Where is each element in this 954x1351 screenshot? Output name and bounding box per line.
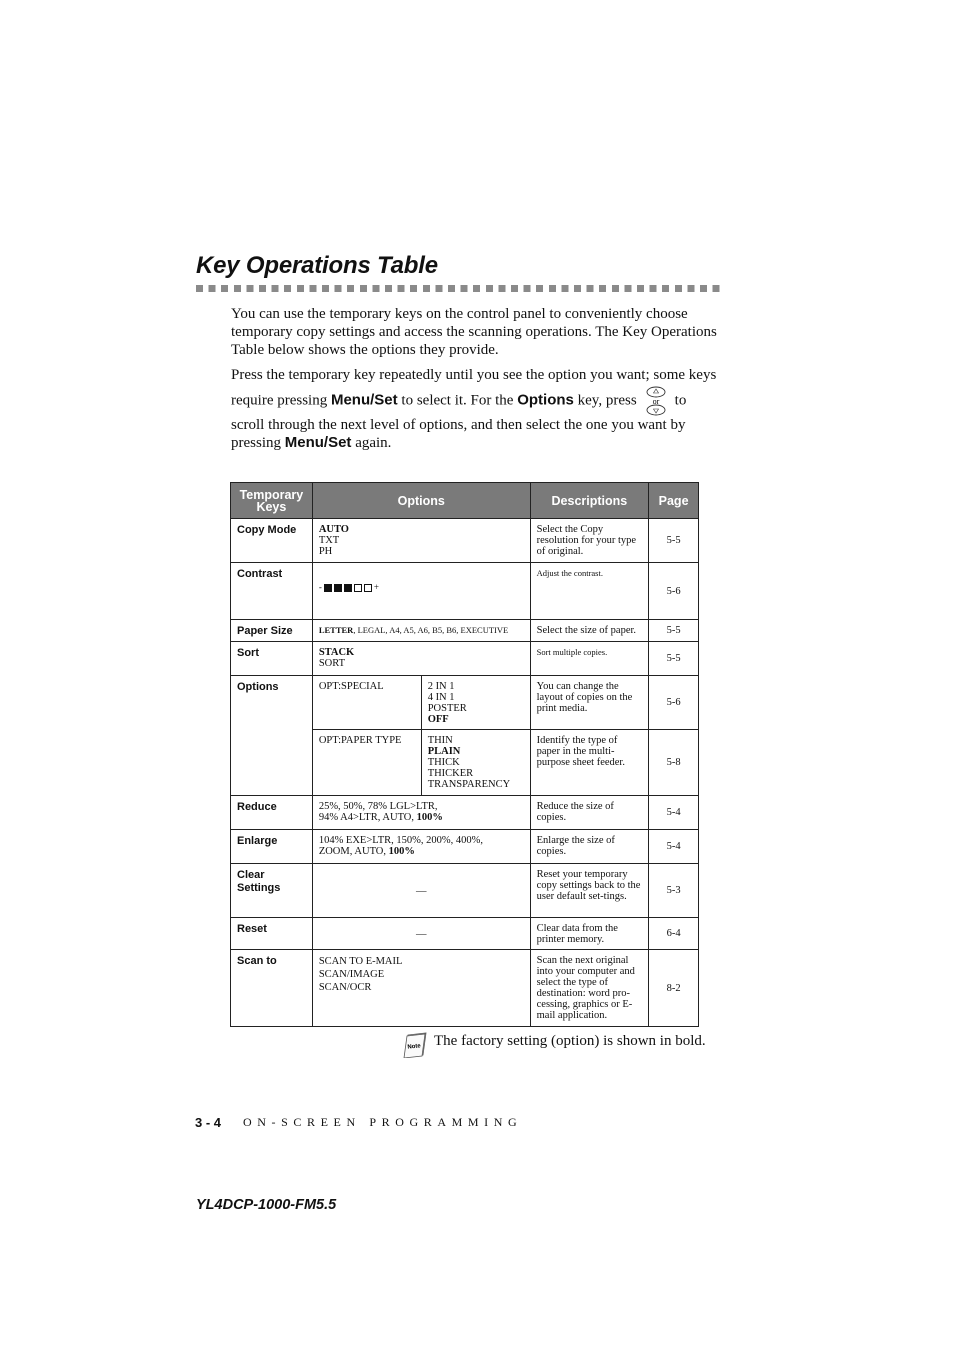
instructions-line1: Press the temporary key repeatedly until you see the option you want; some keys	[231, 367, 717, 383]
key-options: Options	[231, 676, 313, 796]
page-cell: 8-2	[649, 950, 699, 1027]
options-cell: —	[312, 918, 530, 950]
options-cell	[312, 519, 530, 563]
option-scan-to-email: SCAN TO E-MAIL	[318, 956, 403, 967]
options-cell	[312, 563, 530, 620]
document-code: YL4DCP-1000-FM5.5	[196, 1197, 337, 1213]
key-sort: Sort	[231, 642, 313, 676]
description-cell: Reduce the size of copies.	[530, 796, 649, 830]
contrast-level-icon	[344, 584, 352, 592]
contrast-level-icon	[334, 584, 342, 592]
knob-or-label: or	[652, 397, 659, 406]
footer-page-number: 3 - 4	[195, 1115, 222, 1130]
menu-set-key-2: Menu/Set	[284, 434, 352, 451]
intro-paragraph: You can use the temporary keys on the control panel to conveniently choose temporary copy settings and access the scanning operations. The Key Operations Table below shows the options they provide.	[231, 306, 717, 358]
table-row	[231, 830, 699, 864]
description-cell: Clear data from the printer memory.	[530, 918, 649, 950]
text-to: to	[674, 392, 687, 409]
value-thick: THICK	[427, 757, 460, 768]
option-txt: TXT	[318, 535, 340, 546]
contrast-minus: -	[318, 582, 322, 592]
text-again: again.	[355, 435, 392, 451]
options-cell: —	[312, 864, 530, 918]
options-cell	[312, 796, 530, 830]
reduce-options-line2: 94% A4>LTR, AUTO,	[318, 812, 414, 823]
table-row	[231, 676, 699, 730]
option-letter: LETTER	[318, 625, 354, 635]
enlarge-options-line1: 104% EXE>LTR, 150%, 200%, 400%,	[318, 835, 483, 846]
description-cell: Sort multiple copies.	[530, 642, 649, 676]
options-cell	[312, 950, 530, 1027]
header-temporary-keys: Temporary Keys	[231, 483, 313, 519]
reduce-default: 100%	[416, 812, 443, 823]
key-copy-mode: Copy Mode	[231, 519, 313, 563]
options-cell	[312, 642, 530, 676]
table-row	[231, 642, 699, 676]
instructions-paragraph	[231, 366, 723, 452]
key-reset: Reset	[231, 918, 313, 950]
enlarge-default: 100%	[388, 846, 415, 857]
description-cell: Select the size of paper.	[530, 620, 649, 642]
text-key-press: key, press	[577, 392, 637, 409]
key-operations-table	[230, 482, 699, 1027]
page-cell: 5-5	[649, 519, 699, 563]
text-scroll: scroll through the next level of options, and then select the one you want by pressing	[231, 417, 686, 451]
header-page: Page	[649, 483, 699, 519]
contrast-level-icon	[324, 584, 332, 592]
instructions-line2	[231, 386, 723, 416]
contrast-plus: +	[373, 582, 379, 592]
enlarge-options-line2: ZOOM, AUTO,	[318, 846, 386, 857]
value-2in1: 2 IN 1	[427, 681, 455, 692]
footer-section-title: ON-SCREEN PROGRAMMING	[243, 1115, 523, 1129]
contrast-level-icon	[354, 584, 362, 592]
option-stack: STACK	[318, 647, 355, 658]
header-descriptions: Descriptions	[530, 483, 649, 519]
table-row	[231, 519, 699, 563]
description-cell: Select the Copy resolution for your type of original.	[530, 519, 649, 563]
table-row	[231, 563, 699, 620]
contrast-scale	[319, 582, 524, 593]
table-row	[231, 864, 699, 918]
reduce-options-line1: 25%, 50%, 78% LGL>LTR,	[318, 801, 438, 812]
page-cell: 5-6	[649, 563, 699, 620]
note-text: The factory setting (option) is shown in bold.	[434, 1033, 706, 1049]
value-plain: PLAIN	[427, 746, 461, 757]
page-cell: 5-6	[649, 676, 699, 730]
key-reduce: Reduce	[231, 796, 313, 830]
value-transparency: TRANSPARENCY	[427, 779, 511, 790]
key-scan-to: Scan to	[231, 950, 313, 1027]
key-contrast: Contrast	[231, 563, 313, 620]
option-auto: AUTO	[318, 524, 349, 535]
description-cell: Identify the type of paper in the multi-purpose sheet feeder.	[530, 730, 649, 796]
navigation-knob-icon	[645, 386, 667, 416]
value-poster: POSTER	[427, 703, 467, 714]
option-paper-sizes: , LEGAL, A4, A5, A6, B5, B6, EXECUTIVE	[353, 625, 509, 635]
values-cell	[421, 730, 530, 796]
note-icon-label: Note	[407, 1043, 422, 1051]
page-cell: 5-4	[649, 830, 699, 864]
option-scan-ocr: SCAN/OCR	[318, 982, 372, 993]
description-cell: Reset your temporary copy settings back to the user default set-tings.	[530, 864, 649, 918]
options-cell	[312, 830, 530, 864]
table-row	[231, 950, 699, 1027]
value-thicker: THICKER	[427, 768, 474, 779]
value-off: OFF	[427, 714, 449, 725]
description-cell: Enlarge the size of copies.	[530, 830, 649, 864]
text-require-pressing: require pressing	[231, 392, 328, 409]
page-cell: 6-4	[649, 918, 699, 950]
table-header-row	[231, 483, 699, 519]
description-cell: Adjust the contrast.	[530, 563, 649, 620]
key-clear-settings: Clear Settings	[231, 864, 313, 918]
values-cell	[421, 676, 530, 730]
page-cell: 5-4	[649, 796, 699, 830]
option-ph: PH	[318, 546, 333, 557]
contrast-level-icon	[364, 584, 372, 592]
option-sort: SORT	[318, 658, 346, 669]
suboption-cell: OPT:SPECIAL	[312, 676, 421, 730]
table-row	[231, 918, 699, 950]
options-cell	[312, 620, 530, 642]
key-enlarge: Enlarge	[231, 830, 313, 864]
key-paper-size: Paper Size	[231, 620, 313, 642]
table-row	[231, 620, 699, 642]
text-to-select: to select it. For the	[401, 392, 514, 409]
header-options: Options	[312, 483, 530, 519]
menu-set-key: Menu/Set	[330, 391, 398, 409]
page-cell: 5-5	[649, 642, 699, 676]
page-cell: 5-5	[649, 620, 699, 642]
table-row	[231, 796, 699, 830]
page-cell: 5-3	[649, 864, 699, 918]
suboption-cell: OPT:PAPER TYPE	[312, 730, 421, 796]
page-cell: 5-8	[649, 730, 699, 796]
title-dotted-rule	[196, 285, 720, 292]
note-icon	[403, 1032, 427, 1058]
description-cell: You can change the layout of copies on the print media.	[530, 676, 649, 730]
value-4in1: 4 IN 1	[427, 692, 455, 703]
description-cell: Scan the next original into your computer and select the type of destination: word pro-cessing, graphics or E-mail application.	[530, 950, 649, 1027]
page-title: Key Operations Table	[196, 252, 438, 279]
option-scan-image: SCAN/IMAGE	[318, 969, 385, 980]
instructions-line3	[231, 417, 685, 451]
value-thin: THIN	[427, 735, 453, 746]
options-key: Options	[517, 391, 574, 409]
